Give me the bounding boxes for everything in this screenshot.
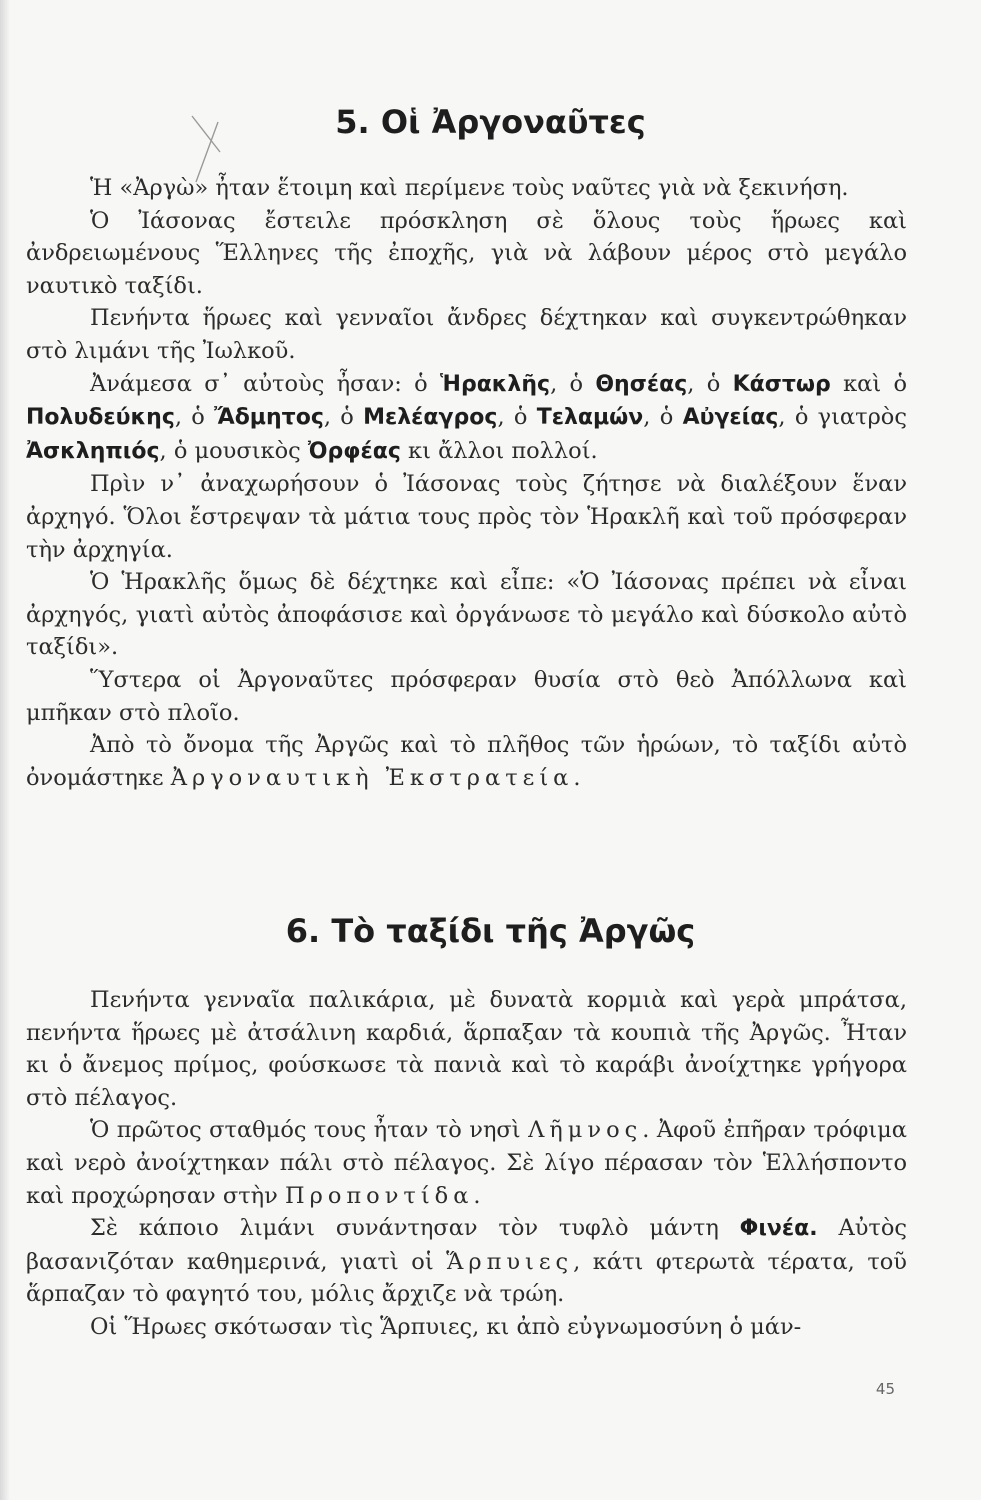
text-run: , ὁ: [643, 404, 683, 431]
page-fold-shadow: [0, 0, 10, 1500]
text-run: .: [473, 1182, 481, 1209]
spaced-term: Προποντίδα: [284, 1182, 474, 1209]
hero-name: Ὀρφέας: [307, 438, 401, 464]
paragraph: Ὕστερα οἱ Ἀργοναῦτες πρόσφεραν θυσία στὸ θεὸ Ἀπόλλωνα καὶ μπῆκαν στὸ πλοῖο.: [26, 666, 907, 726]
text-run: καὶ ὁ: [830, 370, 907, 397]
paragraph: Ὁ Ἡρακλῆς ὅμως δὲ δέχτηκε καὶ εἶπε: «Ὁ Ἰάσονας πρέπει νὰ εἶναι ἀρχηγός, γιατὶ αὐτὸς ἀποφάσισε καὶ ὀργάνωσε τὸ μεγάλο καὶ δύσκολο αὐτὸ ταξίδι».: [26, 569, 907, 661]
page-number: 45: [875, 1380, 895, 1398]
spaced-term: Ἅρπυιες: [446, 1248, 574, 1275]
paragraph: Ὁ Ἰάσονας ἔστειλε πρόσκληση σὲ ὅλους τοὺς ἥρωες καὶ ἀνδρειωμένους Ἕλληνες τῆς ἐποχῆς, γιὰ νὰ λάβουν μέρος στὸ μεγάλο ναυτικὸ ταξίδι.: [26, 207, 907, 299]
text-run: Ἀνάμεσα σ᾽ αὐτοὺς ἦσαν: ὁ: [90, 370, 441, 397]
section-title-voyage: 6. Τὸ ταξίδι τῆς Ἀργῶς: [285, 912, 696, 950]
hero-name: Πολυδεύκης: [26, 405, 175, 431]
text-run: , ὁ: [687, 370, 733, 397]
paragraph: Πενήντα ἥρωες καὶ γενναῖοι ἄνδρες δέχτηκαν καὶ συγκεντρώθηκαν στὸ λιμάνι τῆς Ἰωλκοῦ.: [26, 305, 907, 364]
bold-name: Φινέα.: [739, 1216, 818, 1242]
text-run: , ὁ: [323, 404, 364, 431]
text-run: Ἀπὸ τὸ ὄνομα τῆς Ἀργῶς καὶ τὸ πλῆθος τῶν ἡρώων, τὸ ταξίδι αὐτὸ ὀνομάστηκε: [26, 732, 907, 791]
text-run: , ὁ μουσικὸς: [159, 437, 308, 464]
paragraph: Ἡ «Ἀργὼ» ἦταν ἕτοιμη καὶ περίμενε τοὺς ναῦτες γιὰ νὰ ξεκινήση.: [90, 175, 849, 201]
hero-name: Τελαμών: [536, 405, 644, 431]
hero-name: Αὐγείας: [682, 405, 779, 431]
hero-name: Ἄδμητος: [214, 405, 324, 431]
text-run: , ὁ: [497, 404, 537, 431]
hero-name: Ἀσκληπιός: [26, 438, 160, 464]
paragraph-heroes-list: [26, 368, 907, 469]
section-body-argonauts: [26, 172, 907, 794]
hero-name: Κάστωρ: [732, 371, 831, 397]
spaced-term: Λῆμνος: [528, 1117, 643, 1144]
hero-name: Μελέαγρος: [363, 405, 498, 431]
text-run: , κάτι φτερωτὰ τέρατα, τοῦ ἅρπαζαν τὸ φαγητό του, μόλις ἄρχιζε νὰ τρώη.: [26, 1248, 907, 1308]
paragraph: [26, 1212, 907, 1311]
paragraph: Πενήντα γενναῖα παλικάρια, μὲ δυνατὰ κορμιὰ καὶ γερὰ μπράτσα, πενήντα ἥρωες μὲ ἀτσάλινη καρδιά, ἅρπαξαν τὰ κουπιὰ τῆς Ἀργῶς. Ἦταν κι ὁ ἄνεμος πρίμος, φούσκωσε τὰ πανιὰ καὶ τὸ καράβι ἀνοίχτηκε γρήγορα στὸ πέλαγος.: [26, 987, 907, 1111]
text-run: .: [573, 764, 581, 791]
spaced-term: Ἀργοναυτικὴ Ἐκστρατεία: [170, 764, 574, 791]
paragraph: [26, 729, 907, 794]
text-run: . Ἀφοῦ ἐπῆραν τρόφιμα καὶ νερὸ ἀνοίχτηκαν πάλι στὸ πέλαγος. Σὲ λίγο πέρασαν τὸν Ἑλλήσποντο καὶ προχώρησαν στὴν: [26, 1117, 907, 1209]
text-run: Σὲ κάποιο λιμάνι συνάντησαν τὸν τυφλὸ μάντη: [90, 1215, 740, 1242]
text-run: Αὐτὸς βασανιζόταν καθημερινά, γιατὶ οἱ: [26, 1215, 907, 1275]
text-run: , ὁ γιατρὸς: [778, 404, 907, 431]
text-run: , ὁ: [174, 404, 215, 431]
section-title-argonauts: 5. Οἱ Ἀργοναῦτες: [335, 103, 646, 141]
hero-name: Ἡρακλῆς: [440, 371, 551, 397]
paragraph: Πρὶν ν᾽ ἀναχωρήσουν ὁ Ἰάσονας τοὺς ζήτησε νὰ διαλέξουν ἕναν ἀρχηγό. Ὅλοι ἔστρεψαν τὰ μάτια τους πρὸς τὸν Ἡρακλῆ καὶ τοῦ πρόσφεραν τὴν ἀρχηγία.: [26, 471, 907, 563]
section-body-voyage: [26, 984, 907, 1344]
paragraph: [26, 1114, 907, 1212]
text-run: , ὁ: [550, 370, 596, 397]
paragraph: Οἱ Ἥρωες σκότωσαν τὶς Ἅρπυιες, κι ἀπὸ εὐγνωμοσύνη ὁ μάν-: [90, 1313, 802, 1340]
text-run: Ὁ πρῶτος σταθμός τους ἦταν τὸ νησὶ: [90, 1117, 529, 1144]
text-run: κι ἄλλοι πολλοί.: [400, 437, 598, 464]
hero-name: Θησέας: [595, 371, 688, 397]
